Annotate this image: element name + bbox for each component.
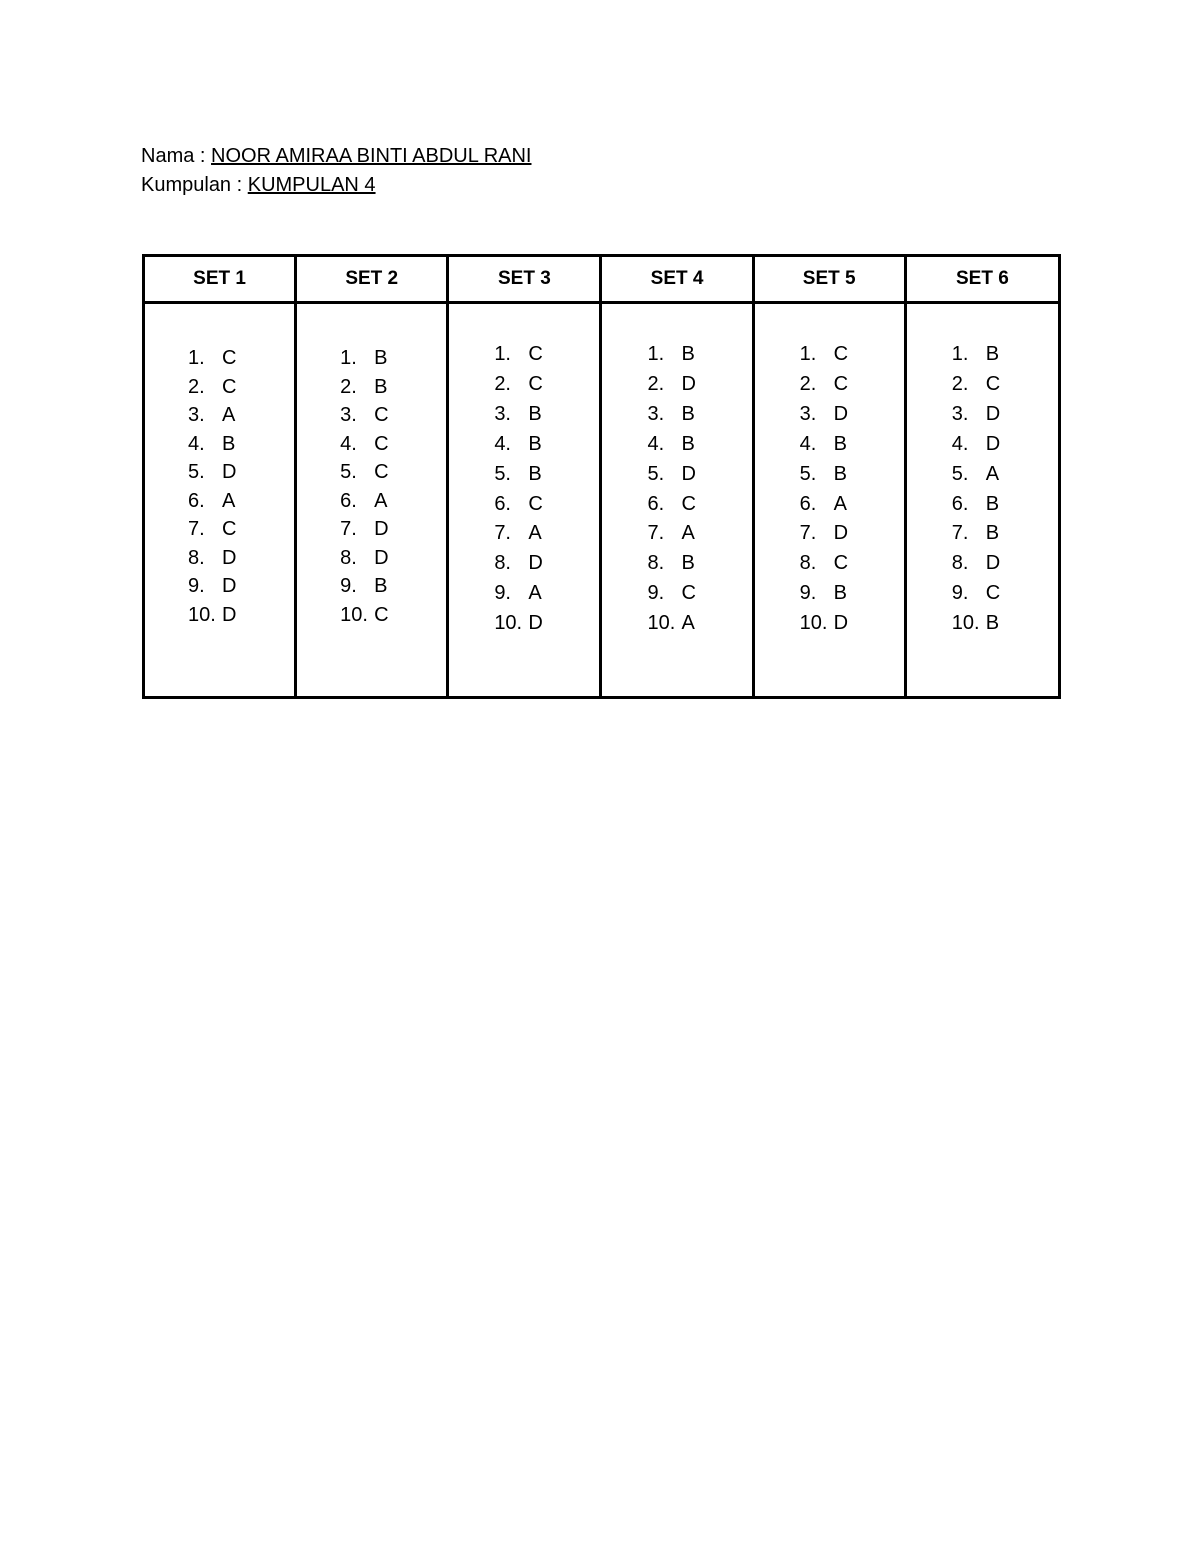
set-2-cell — [296, 303, 448, 698]
answer-number: 8. — [340, 546, 357, 569]
answer-letter: B — [528, 402, 542, 425]
answer-item — [188, 401, 294, 430]
answer-item — [188, 344, 294, 373]
answer-item — [188, 544, 294, 573]
answer-number: 4. — [951, 432, 969, 455]
answer-item — [647, 430, 751, 460]
set-1-header: SET 1 — [144, 256, 296, 303]
answer-letter: C — [833, 343, 849, 365]
answer-letter: D — [985, 552, 1001, 575]
answer-letter: C — [374, 603, 389, 626]
answer-item — [494, 549, 599, 579]
answer-number: 5. — [340, 461, 357, 483]
answer-item — [647, 549, 751, 579]
answer-number: 7. — [799, 522, 817, 545]
set-3-header: SET 3 — [448, 256, 601, 303]
answer-item — [800, 370, 904, 400]
answer-letter: D — [833, 612, 849, 635]
answer-number: 5. — [951, 462, 969, 485]
answer-number: 2. — [340, 375, 357, 398]
answer-letter: B — [833, 432, 847, 455]
answer-number: 5. — [799, 462, 817, 485]
answer-item — [340, 373, 446, 402]
group-label: Kumpulan : — [141, 174, 248, 196]
answer-number: 6. — [951, 492, 969, 515]
answer-number: 3. — [494, 402, 511, 425]
answer-letter: D — [222, 575, 237, 597]
answer-item — [340, 458, 446, 487]
answer-letter: B — [374, 347, 388, 369]
answer-letter: C — [985, 372, 1001, 395]
answer-number: 8. — [951, 552, 969, 575]
answer-letter: C — [528, 492, 543, 515]
answer-letter: D — [528, 552, 543, 575]
answer-number: 8. — [647, 552, 665, 575]
answer-item — [340, 515, 446, 544]
answer-letter: A — [528, 522, 542, 545]
answer-number: 1. — [951, 343, 969, 365]
answer-item — [340, 344, 446, 373]
answer-number: 4. — [647, 432, 665, 455]
answer-item — [188, 430, 294, 459]
answer-item — [188, 572, 294, 601]
answer-letter: B — [528, 432, 542, 455]
answer-item — [952, 579, 1058, 609]
answer-number: 6. — [647, 492, 665, 515]
answer-letter: D — [833, 522, 849, 545]
set-6-cell — [905, 303, 1059, 698]
answer-letter: D — [222, 461, 237, 483]
answer-number: 8. — [799, 552, 817, 575]
answer-number: 6. — [340, 489, 357, 512]
answer-item — [188, 515, 294, 544]
answer-item — [952, 370, 1058, 400]
answer-letter: B — [833, 582, 847, 605]
answer-letter: C — [374, 432, 389, 455]
answer-item — [188, 487, 294, 516]
answer-item — [340, 572, 446, 601]
answer-number: 3. — [188, 404, 205, 426]
answer-number: 1. — [494, 343, 511, 365]
answer-item — [494, 490, 599, 520]
answer-letter: A — [681, 612, 695, 635]
answer-number: 3. — [799, 402, 817, 425]
answer-item — [647, 340, 751, 370]
answer-table — [142, 254, 1061, 699]
answer-letter: C — [833, 552, 849, 575]
answer-number: 2. — [494, 372, 511, 395]
answer-number: 7. — [951, 522, 969, 545]
answer-letter: C — [985, 582, 1001, 605]
answer-number: 4. — [188, 432, 205, 455]
answer-number: 1. — [647, 343, 665, 365]
answer-item — [952, 460, 1058, 490]
answer-number: 5. — [494, 462, 511, 485]
answer-number: 6. — [188, 489, 205, 512]
set-6-header: SET 6 — [905, 256, 1059, 303]
answer-number: 1. — [340, 347, 357, 369]
answer-item — [800, 490, 904, 520]
answer-item — [494, 340, 599, 370]
set-3-answer-list — [449, 304, 599, 639]
answer-item — [340, 601, 446, 630]
answer-number: 4. — [494, 432, 511, 455]
name-line — [141, 142, 531, 171]
answer-number: 3. — [340, 404, 357, 426]
answer-number: 9. — [951, 582, 969, 605]
set-2-header: SET 2 — [296, 256, 448, 303]
answer-letter: B — [985, 612, 1000, 635]
answer-item — [800, 340, 904, 370]
answer-letter: A — [528, 582, 542, 605]
answer-number: 10. — [340, 603, 368, 626]
answer-item — [800, 549, 904, 579]
answer-item — [494, 519, 599, 549]
answer-letter: D — [833, 402, 849, 425]
answer-number: 10. — [494, 612, 523, 635]
set-5-cell — [753, 303, 905, 698]
answer-letter: B — [528, 462, 542, 485]
answer-item — [494, 609, 599, 639]
answer-number: 10. — [647, 612, 676, 635]
answer-item — [340, 544, 446, 573]
answer-letter: C — [374, 461, 389, 483]
answer-letter: C — [222, 375, 237, 398]
answer-letter: A — [833, 492, 847, 515]
answer-item — [647, 400, 751, 430]
answer-item — [952, 609, 1058, 639]
set-4-header: SET 4 — [601, 256, 753, 303]
answer-item — [952, 490, 1058, 520]
answer-letter: D — [222, 546, 237, 569]
group-value: KUMPULAN 4 — [247, 174, 376, 196]
set-6-answer-list — [907, 304, 1058, 639]
answer-letter: B — [681, 552, 695, 575]
answer-item — [494, 430, 599, 460]
answer-letter: B — [681, 402, 695, 425]
answer-number: 5. — [647, 462, 665, 485]
answer-item — [647, 579, 751, 609]
answer-item — [800, 400, 904, 430]
answer-letter: A — [985, 462, 1000, 485]
answer-number: 9. — [799, 582, 817, 605]
answer-number: 8. — [188, 546, 205, 569]
answer-item — [188, 458, 294, 487]
answer-number: 1. — [799, 343, 817, 365]
answer-item — [188, 373, 294, 402]
answer-letter: B — [833, 462, 847, 485]
answer-letter: A — [222, 404, 236, 426]
answer-letter: C — [681, 582, 696, 605]
answer-letter: B — [374, 575, 388, 597]
set-5-header: SET 5 — [753, 256, 905, 303]
answer-letter: C — [374, 404, 389, 426]
answer-item — [340, 430, 446, 459]
answer-letter: D — [374, 546, 389, 569]
answer-number: 2. — [799, 372, 817, 395]
answer-item — [952, 400, 1058, 430]
answer-letter: B — [681, 343, 695, 365]
answer-number: 3. — [951, 402, 969, 425]
answer-item — [494, 579, 599, 609]
answer-number: 7. — [188, 518, 205, 540]
answer-number: 3. — [647, 402, 665, 425]
answer-item — [800, 519, 904, 549]
answer-number: 7. — [340, 518, 357, 540]
answer-letter: A — [374, 489, 388, 512]
answer-number: 7. — [494, 522, 511, 545]
answer-item — [647, 370, 751, 400]
answer-letter: C — [222, 518, 237, 540]
answer-item — [340, 401, 446, 430]
answer-number: 4. — [799, 432, 817, 455]
answer-number: 8. — [494, 552, 511, 575]
answer-letter: D — [681, 372, 696, 395]
answer-item — [647, 519, 751, 549]
answer-letter: B — [985, 492, 1000, 515]
name-value: NOOR AMIRAA BINTI ABDUL RANI — [211, 145, 532, 167]
answer-item — [494, 400, 599, 430]
answer-number: 5. — [188, 461, 205, 483]
set-4-answer-list — [602, 304, 751, 639]
answer-letter: D — [528, 612, 543, 635]
set-1-answer-list — [145, 304, 294, 629]
answer-letter: D — [985, 402, 1001, 425]
answer-letter: C — [528, 372, 543, 395]
answer-item — [952, 430, 1058, 460]
answer-item — [800, 430, 904, 460]
answer-number: 6. — [494, 492, 511, 515]
answer-number: 2. — [188, 375, 205, 398]
answer-item — [647, 609, 751, 639]
set-1-cell — [144, 303, 296, 698]
name-label: Nama : — [141, 145, 212, 167]
answer-number: 2. — [951, 372, 969, 395]
answer-letter: B — [985, 343, 1000, 365]
answer-number: 2. — [647, 372, 665, 395]
table-body-row — [144, 303, 1060, 698]
answer-item — [952, 519, 1058, 549]
answer-item — [800, 579, 904, 609]
answer-item — [952, 340, 1058, 370]
answer-number: 10. — [188, 603, 216, 626]
answer-letter: D — [681, 462, 696, 485]
answer-letter: D — [222, 603, 237, 626]
answer-item — [340, 487, 446, 516]
answer-letter: A — [681, 522, 695, 545]
table-header-row — [144, 256, 1060, 303]
answer-letter: B — [374, 375, 388, 398]
answer-letter: A — [222, 489, 236, 512]
answer-number: 4. — [340, 432, 357, 455]
answer-item — [952, 549, 1058, 579]
answer-number: 9. — [340, 575, 357, 597]
answer-item — [800, 460, 904, 490]
answer-number: 7. — [647, 522, 665, 545]
answer-number: 9. — [647, 582, 665, 605]
answer-letter: B — [985, 522, 1000, 545]
answer-number: 10. — [799, 612, 828, 635]
student-info — [141, 142, 531, 200]
set-3-cell — [448, 303, 601, 698]
answer-letter: C — [681, 492, 696, 515]
answer-item — [188, 601, 294, 630]
set-2-answer-list — [297, 304, 446, 629]
answer-number: 6. — [799, 492, 817, 515]
group-line — [141, 171, 531, 200]
answer-item — [494, 370, 599, 400]
answer-item — [647, 460, 751, 490]
answer-letter: D — [985, 432, 1001, 455]
set-5-answer-list — [755, 304, 904, 639]
answer-letter: B — [681, 432, 695, 455]
answer-letter: B — [222, 432, 236, 455]
answer-item — [647, 490, 751, 520]
answer-item — [494, 460, 599, 490]
answer-letter: C — [528, 343, 543, 365]
answer-number: 9. — [494, 582, 511, 605]
answer-letter: D — [374, 518, 389, 540]
set-4-cell — [601, 303, 753, 698]
answer-letter: C — [833, 372, 849, 395]
answer-item — [800, 609, 904, 639]
answer-number: 1. — [188, 347, 205, 369]
answer-number: 10. — [951, 612, 980, 635]
answer-letter: C — [222, 347, 237, 369]
answer-number: 9. — [188, 575, 205, 597]
